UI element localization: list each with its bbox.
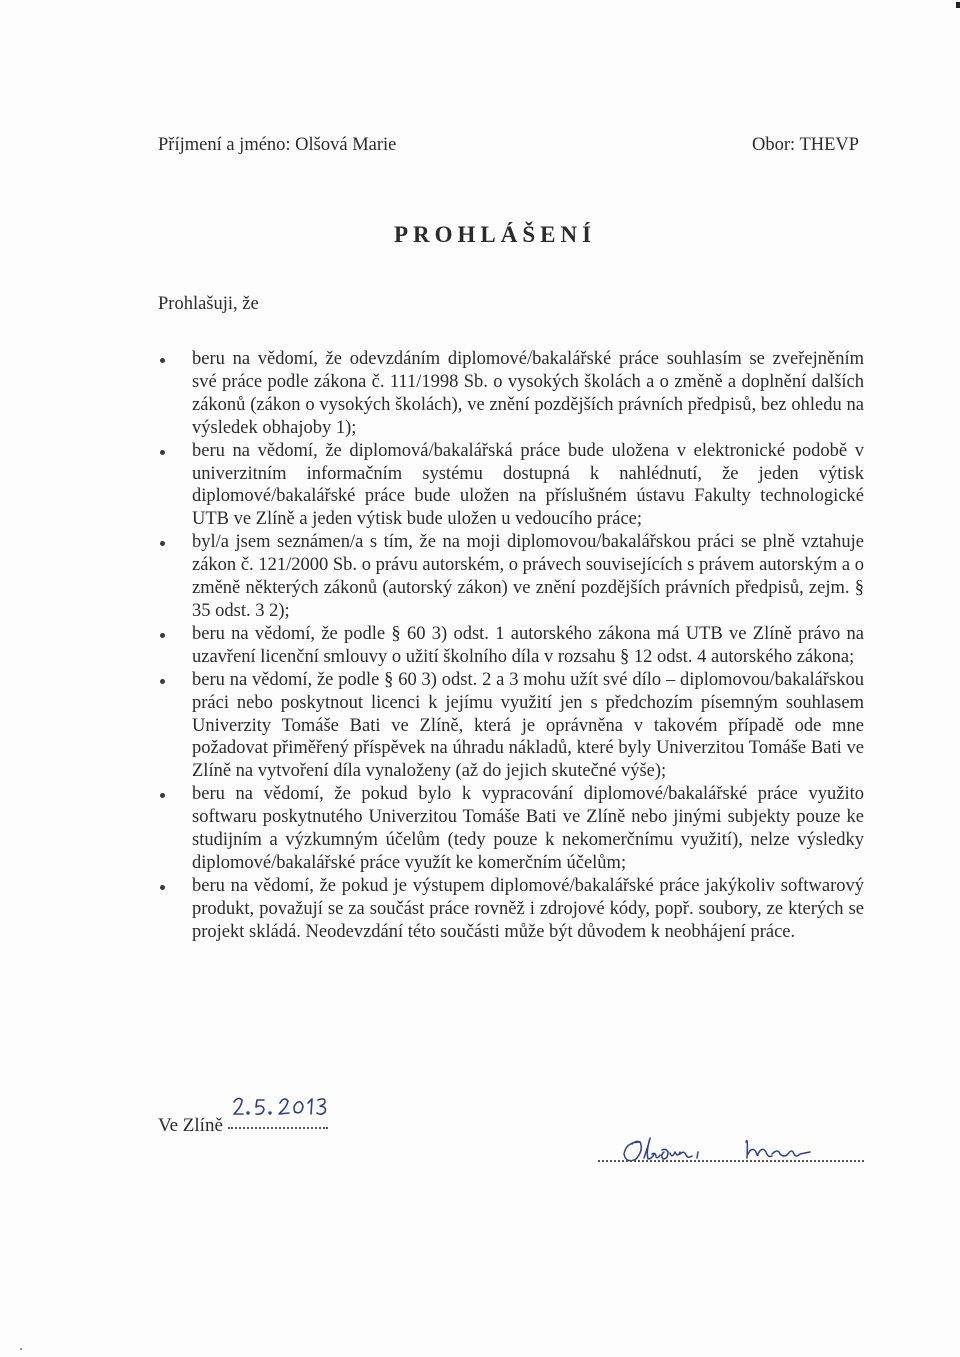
bullet-dot-icon (160, 358, 165, 363)
declaration-text: beru na vědomí, že podle § 60 3) odst. 1 autorského zákona má UTB ve Zlíně právo na uzavření licenční smlouvy o užití školního díla v rozsahu § 12 odst. 4 autorského zákona; (192, 623, 864, 667)
bullet-dot-icon (160, 450, 165, 455)
declaration-text: byl/a jsem seznámen/a s tím, že na moji diplomovou/bakalářskou práci se plně vztahuje zákon č. 121/2000 Sb. o právu autorském, o právech souvisejících s právem autorským a o změně některých zákonů (autorský zákon) ve znění pozdějších právních předpisů, zejm. § 35 odst. 3 2); (192, 532, 864, 621)
scan-dust-dot (20, 1348, 22, 1350)
declaration-item-2 (158, 440, 864, 532)
declaration-text: beru na vědomí, že odevzdáním diplomové/bakalářské práce souhlasím se zveřejněním své práce podle zákona č. 111/1998 Sb. o vysokých školách a o změně a doplnění dalších zákonů (zákon o vysokých školách), ve znění pozdějších právních předpisů, bez ohledu na výsledek obhajoby 1); (192, 349, 864, 438)
declaration-item-6 (158, 783, 864, 875)
declaration-text: beru na vědomí, že diplomová/bakalářská práce bude uložena v elektronické podobě v univerzitním informačním systému dostupná k nahlédnutí, že jeden výtisk diplomové/bakalářské práce bude uložen na příslušném ústavu Fakulty technologické UTB ve Zlíně a jeden výtisk bude uložen u vedoucího práce; (192, 440, 864, 530)
declaration-item-7 (158, 875, 864, 944)
bullet-dot-icon (160, 541, 165, 546)
document-title: PROHLÁŠENÍ (393, 222, 597, 247)
bullet-dot-icon (160, 793, 165, 798)
signature-image (596, 1128, 866, 1178)
bullet-dot-icon (160, 633, 165, 638)
declaration-item-4 (158, 623, 864, 669)
declaration-item-5 (158, 669, 864, 784)
bullet-dot-icon (160, 885, 165, 890)
student-name-label: Příjmení a jméno: Olšová Marie (158, 135, 397, 155)
declaration-text: beru na vědomí, že podle § 60 3) odst. 2 a 3 mohu užít své dílo – diplomovou/bakalářskou práci nebo poskytnout licenci k jejímu využití jen s předchozím písemným souhlasem Univerzity Tomáše Bati ve Zlíně, která je oprávněna v takovém případě ode mne požadovat přiměřený příspěvek na úhradu nákladů, které byly Univerzitou Tomáše Bati ve Zlíně na vytvoření díla vynaloženy (až do jejich skutečné výše); (192, 669, 864, 782)
bullet-dot-icon (160, 679, 165, 684)
place-label: Ve Zlíně (158, 1115, 223, 1136)
scan-corner-mark (956, 2, 960, 8)
declaration-text: beru na vědomí, že pokud bylo k vypracování diplomové/bakalářské práce využito softwaru poskytnutého Univerzitou Tomáše Bati ve Zlíně nebo jinými subjekty pouze ke studijním a výzkumným účelům (tedy pouze k nekomerčnímu využití), nelze výsledky diplomové/bakalářské práce využít ke komerčním účelům; (192, 784, 864, 873)
handwritten-date (228, 1088, 338, 1128)
signature-dotted-line (598, 1160, 864, 1162)
declaration-list (158, 348, 864, 944)
intro-text: Prohlašuji, že (158, 294, 259, 314)
study-field-label: Obor: THEVP (752, 135, 860, 155)
declaration-text: beru na vědomí, že pokud je výstupem diplomové/bakalářské práce jakýkoliv softwarový produkt, považují se za součást práce rovněž i zdrojové kódy, popř. soubory, ze kterých se projekt skládá. Neodevzdání této součásti může být důvodem k neobhájení práce. (192, 875, 864, 942)
declaration-item-3 (158, 531, 864, 623)
declaration-item-1 (158, 348, 864, 440)
